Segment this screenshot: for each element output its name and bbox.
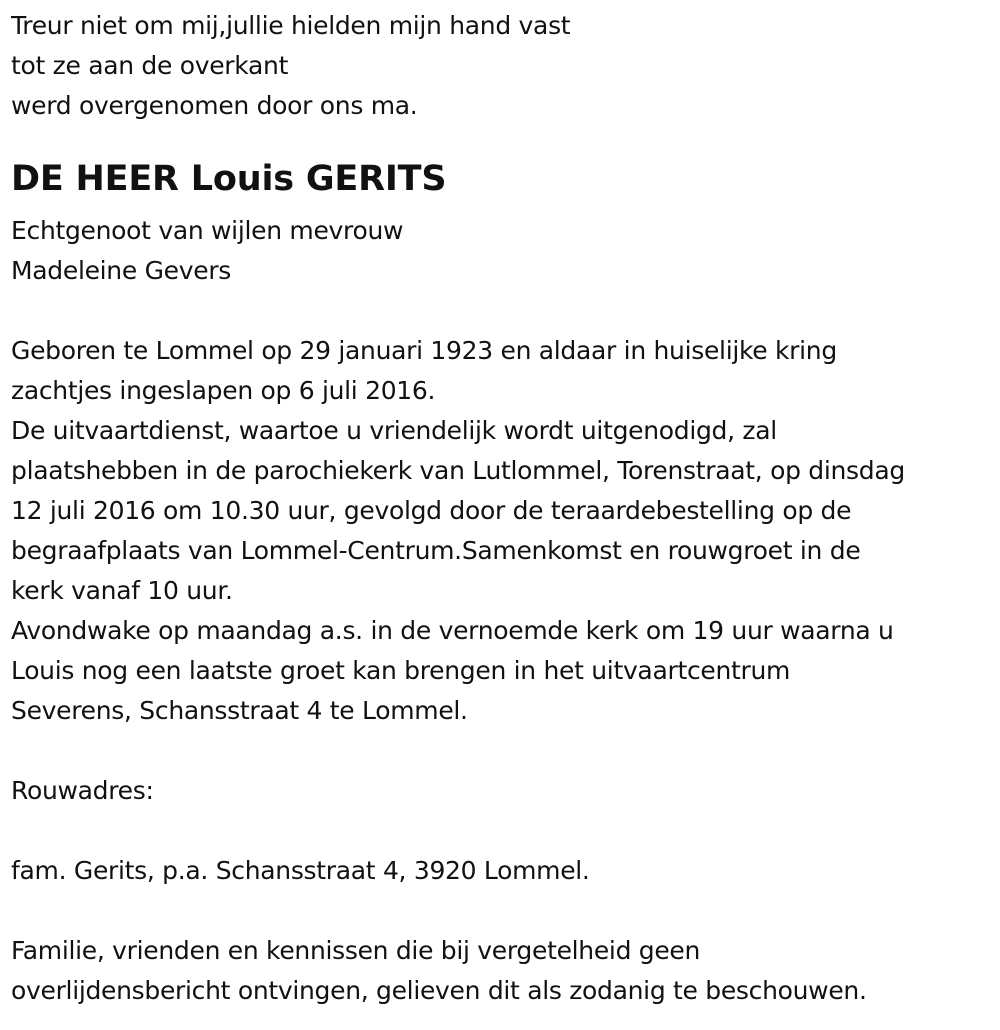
poem-line: tot ze aan de overkant: [11, 51, 289, 80]
obituary-notice: [11, 6, 996, 1011]
closing-line: overlijdensbericht ontvingen, gelieven dit als zodanig te beschouwen.: [11, 976, 867, 1005]
address-label: Rouwadres:: [11, 776, 154, 805]
spacer: [11, 291, 996, 331]
spouse-line: Madeleine Gevers: [11, 256, 232, 285]
body-line: De uitvaartdienst, waartoe u vriendelijk wordt uitgenodigd, zal: [11, 416, 777, 445]
spouse-line: Echtgenoot van wijlen mevrouw: [11, 216, 404, 245]
body-line: Geboren te Lommel op 29 januari 1923 en aldaar in huiselijke kring: [11, 336, 837, 365]
spouse-block: [11, 211, 996, 291]
spacer: [11, 891, 996, 931]
poem-line: werd overgenomen door ons ma.: [11, 91, 418, 120]
body-line: zachtjes ingeslapen op 6 juli 2016.: [11, 376, 436, 405]
body-line: kerk vanaf 10 uur.: [11, 576, 233, 605]
mourning-address: fam. Gerits, p.a. Schansstraat 4, 3920 Lommel.: [11, 856, 590, 885]
body-line: Avondwake op maandag a.s. in de vernoemde kerk om 19 uur waarna u: [11, 616, 894, 645]
announcement-body: [11, 331, 996, 731]
poem-block: [11, 6, 996, 126]
poem-line: Treur niet om mij,jullie hielden mijn hand vast: [11, 11, 571, 40]
deceased-name: DE HEER Louis GERITS: [11, 159, 447, 199]
body-line: plaatshebben in de parochiekerk van Lutlommel, Torenstraat, op dinsdag: [11, 456, 905, 485]
closing-block: [11, 931, 996, 1011]
spacer: [11, 731, 996, 771]
body-line: begraafplaats van Lommel-Centrum.Samenkomst en rouwgroet in de: [11, 536, 861, 565]
body-line: Severens, Schansstraat 4 te Lommel.: [11, 696, 468, 725]
body-line: 12 juli 2016 om 10.30 uur, gevolgd door de teraardebestelling op de: [11, 496, 852, 525]
spacer: [11, 811, 996, 851]
closing-line: Familie, vrienden en kennissen die bij vergetelheid geen: [11, 936, 701, 965]
body-line: Louis nog een laatste groet kan brengen in het uitvaartcentrum: [11, 656, 791, 685]
